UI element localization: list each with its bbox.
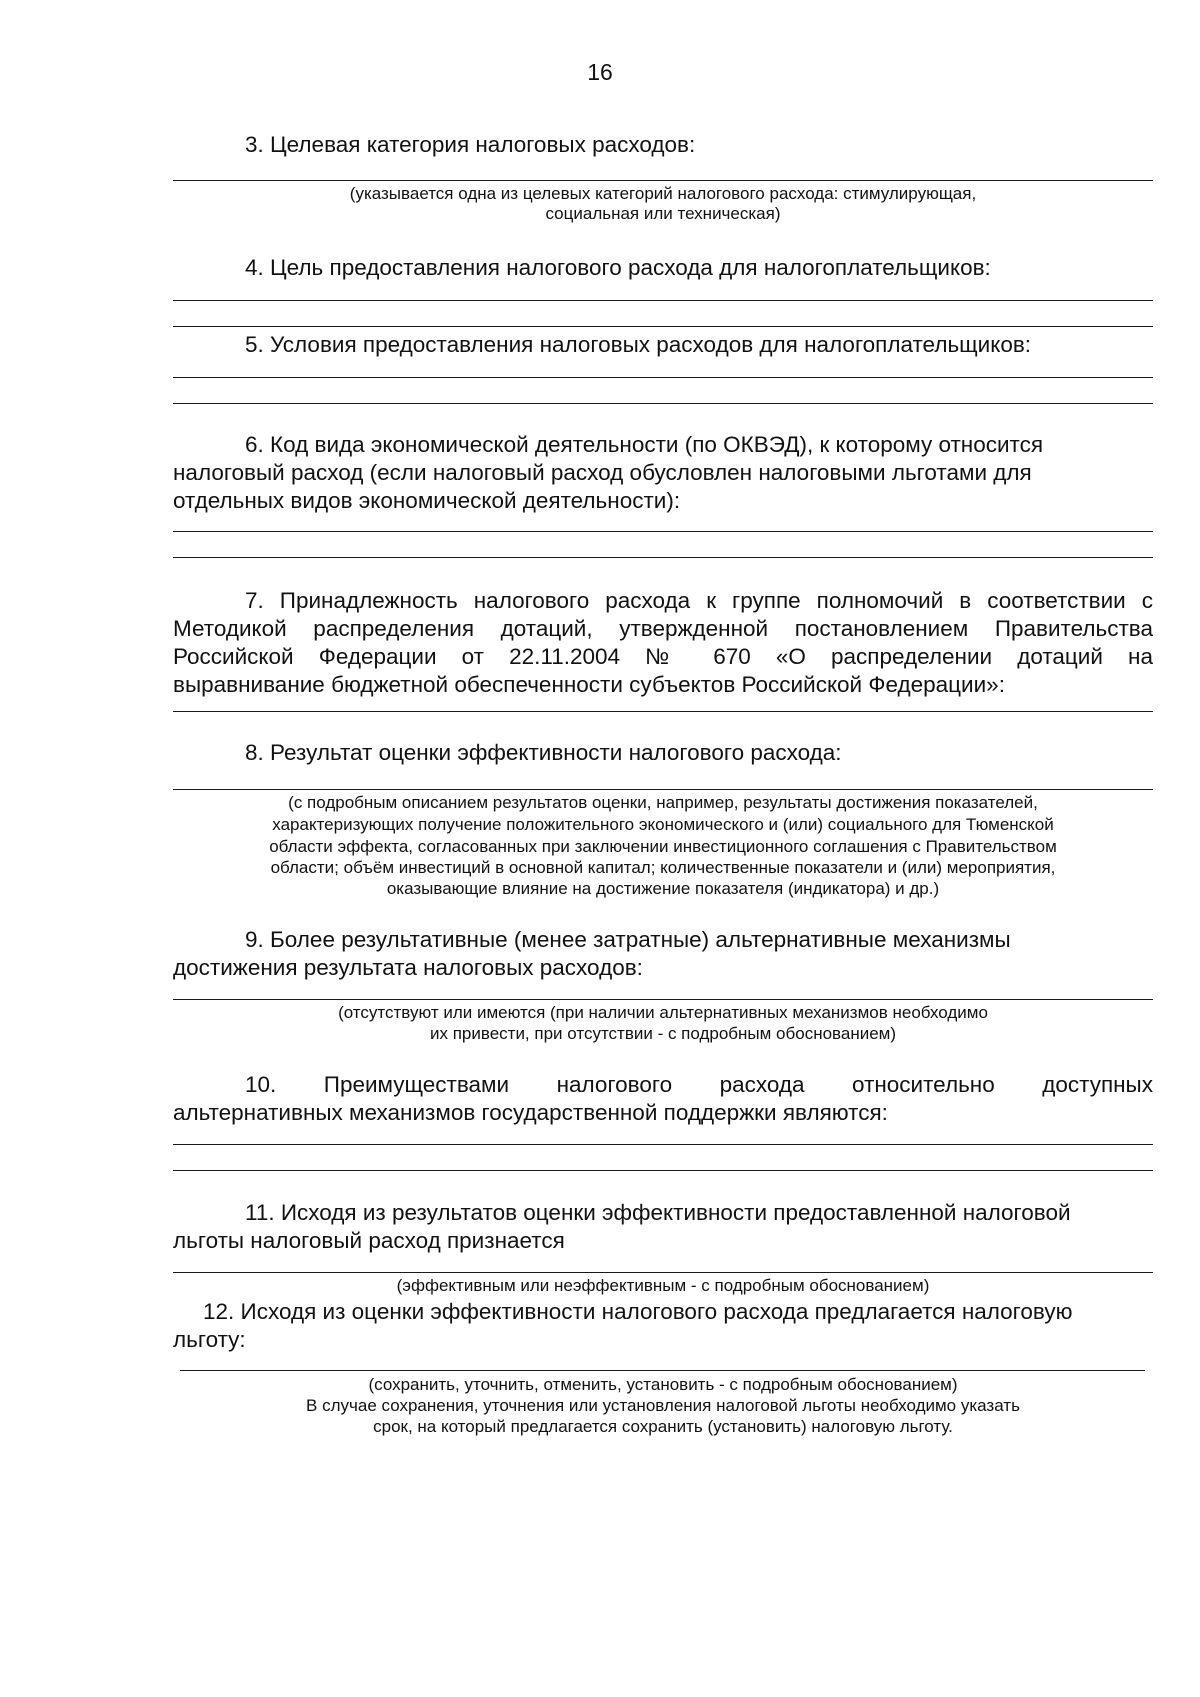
section-9-note-2: их привести, при отсутствии - с подробным обоснованием) [429, 1024, 897, 1043]
section-3-note-1: (указывается одна из целевых категорий налогового расхода: стимулирующая, [349, 184, 977, 203]
section-11-line-1: 11. Исходя из результатов оценки эффективности предоставленной налоговой [245, 1200, 1071, 1225]
section-9-paragraph [173, 926, 1153, 982]
section-12-note-3: срок, на который предлагается сохранить (установить) налоговую льготу. [373, 1417, 953, 1436]
section-12-line-2: льготу: [173, 1327, 246, 1352]
section-6-paragraph [173, 431, 1153, 515]
section-12-note-1: (сохранить, уточнить, отменить, установить - с подробным обоснованием) [368, 1375, 958, 1394]
fill-line [180, 1370, 1145, 1371]
section-10-word: доступных [1042, 1072, 1153, 1097]
section-8-note-5: оказывающие влияние на достижение показателя (индикатора) и др.) [386, 879, 940, 898]
section-6-line-3: отдельных видов экономической деятельности): [173, 488, 681, 513]
section-8-heading: 8. Результат оценки эффективности налогового расхода: [245, 740, 842, 765]
fill-line [173, 789, 1153, 790]
section-7-line-2: Методикой распределения дотаций, утвержденной постановлением Правительства [173, 616, 1153, 641]
section-10-word: 10. [245, 1072, 277, 1097]
page-number: 16 [587, 59, 613, 85]
section-11-note: (эффективным или неэффективным - с подробным обоснованием) [396, 1276, 930, 1295]
section-8-note-4: области; объём инвестиций в основной капитал; количественные показатели и (или) мероприятия, [270, 858, 1056, 877]
fill-line [173, 377, 1153, 378]
section-10-line-2: альтернативных механизмов государственной поддержки являются: [173, 1100, 888, 1125]
section-7-line-3: Российской Федерации от 22.11.2004 № 670 «О распределении дотаций на [173, 644, 1153, 669]
section-8-note-2: характеризующих получение положительного экономического и (или) социального для Тюменской [272, 815, 1054, 834]
fill-line [173, 1272, 1153, 1273]
section-4-heading: 4. Цель предоставления налогового расхода для налогоплательщиков: [245, 255, 991, 280]
section-12-line-1: 12. Исходя из оценки эффективности налогового расхода предлагается налоговую [203, 1299, 1073, 1324]
fill-line [173, 531, 1153, 532]
section-10-word: относительно [852, 1072, 995, 1097]
section-10-paragraph [173, 1071, 1153, 1127]
section-12-paragraph [173, 1298, 1153, 1354]
fill-line [173, 180, 1153, 181]
section-10-word: налогового [556, 1072, 673, 1097]
fill-line [173, 1170, 1153, 1171]
section-7-line-4: выравнивание бюджетной обеспеченности субъектов Российской Федерации»: [173, 672, 1005, 697]
section-11-line-2: льготы налоговый расход признается [173, 1228, 565, 1253]
section-10-word: Преимуществами [323, 1072, 510, 1097]
fill-line [173, 300, 1153, 301]
fill-line [173, 403, 1153, 404]
fill-line [173, 1144, 1153, 1145]
section-8-note-3: области эффекта, согласованных при заключении инвестиционного соглашения с Правительством [269, 837, 1057, 856]
fill-line [173, 999, 1153, 1000]
section-9-line-1: 9. Более результативные (менее затратные) альтернативные механизмы [245, 927, 1011, 952]
fill-line [173, 557, 1153, 558]
section-9-line-2: достижения результата налоговых расходов: [173, 955, 643, 980]
fill-line [173, 711, 1153, 712]
section-10-line-1 [173, 1071, 1153, 1099]
section-6-line-2: налоговый расход (если налоговый расход обусловлен налоговыми льготами для [173, 460, 1032, 485]
fill-line [173, 326, 1153, 327]
section-3-heading: 3. Целевая категория налоговых расходов: [245, 132, 696, 157]
section-7-paragraph [173, 587, 1153, 699]
section-9-note-1: (отсутствуют или имеются (при наличии альтернативных механизмов необходимо [338, 1003, 988, 1022]
section-6-line-1: 6. Код вида экономической деятельности (по ОКВЭД), к которому относится [245, 432, 1044, 457]
section-5-heading: 5. Условия предоставления налоговых расходов для налогоплательщиков: [245, 332, 1032, 357]
section-11-paragraph [173, 1199, 1153, 1255]
section-3-note-2: социальная или техническая) [545, 204, 781, 223]
section-12-note-2: В случае сохранения, уточнения или установления налоговой льготы необходимо указать [306, 1396, 1020, 1415]
section-10-word: расхода [719, 1072, 805, 1097]
section-7-line-1: 7. Принадлежность налогового расхода к группе полномочий в соответствии с [245, 588, 1153, 613]
section-8-note-1: (с подробным описанием результатов оценки, например, результаты достижения показателей, [288, 793, 1038, 812]
